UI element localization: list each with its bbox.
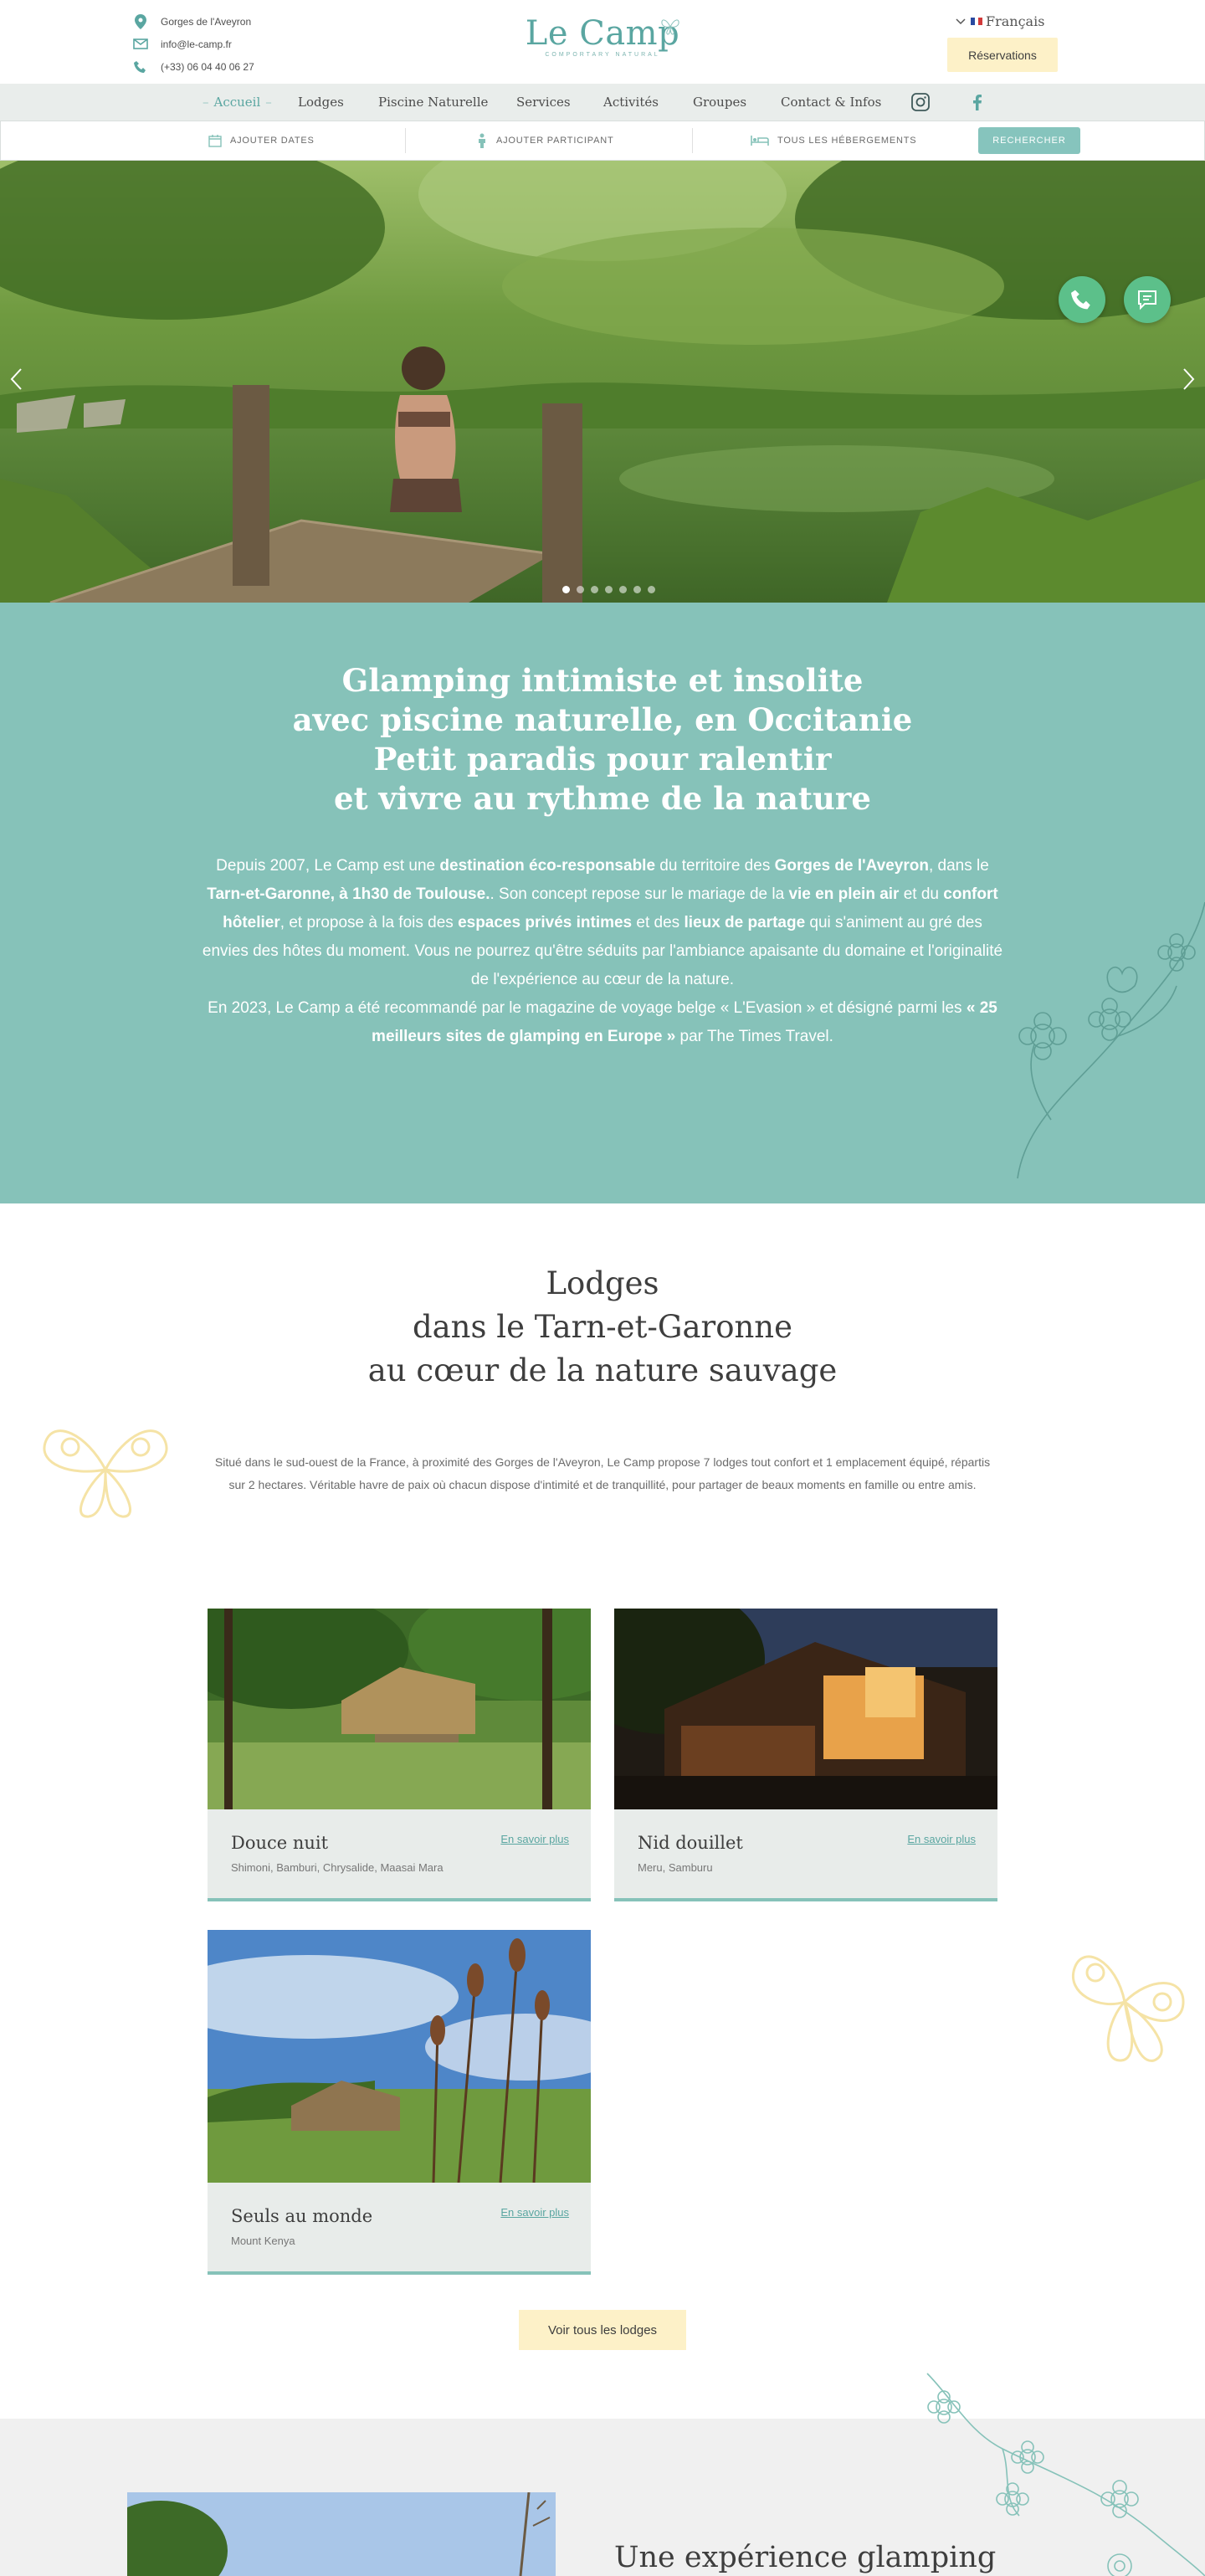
calendar-icon bbox=[208, 134, 222, 147]
logo-name: Le Camp bbox=[525, 14, 680, 53]
hero-slider bbox=[0, 161, 1205, 603]
map-pin-icon bbox=[132, 13, 149, 30]
lodge-card-title: Douce nuit bbox=[231, 1833, 329, 1853]
intro-title bbox=[184, 661, 1021, 818]
lodging-field[interactable] bbox=[751, 121, 916, 160]
floral-decoration-icon bbox=[1001, 869, 1205, 1187]
learn-more-link[interactable]: En savoir plus bbox=[907, 1833, 976, 1845]
contact-location bbox=[132, 10, 254, 33]
chat-button[interactable] bbox=[1124, 276, 1171, 323]
lodge-card-douce-nuit[interactable] bbox=[208, 1609, 591, 1901]
lodge-card-subtitle: Mount Kenya bbox=[231, 2235, 295, 2247]
instagram-icon[interactable] bbox=[910, 92, 931, 112]
chevron-left-icon bbox=[9, 367, 23, 391]
facebook-icon[interactable] bbox=[967, 92, 987, 112]
french-flag-icon bbox=[971, 18, 982, 25]
dates-field[interactable] bbox=[208, 121, 315, 160]
email-link[interactable]: info@le-camp.fr bbox=[161, 38, 232, 50]
experience-title: Une expérience glamping bbox=[614, 2541, 997, 2574]
logo-tagline: COMPORTARY NATURAL bbox=[545, 52, 660, 58]
lodges-title-line: au cœur de la nature sauvage bbox=[367, 1352, 838, 1388]
intro-paragraph: En 2023, Le Camp a été recommandé par le magazine de voyage belge « L'Evasion » et désigné parmi les « 25 meilleurs sites de glamping en Europe » par The Times Travel. bbox=[208, 999, 997, 1045]
butterfly-decoration-icon bbox=[37, 1418, 174, 1521]
nav-item-contact[interactable]: Contact & Infos bbox=[781, 95, 882, 110]
slider-dot[interactable] bbox=[605, 586, 613, 593]
slider-dot[interactable] bbox=[591, 586, 598, 593]
person-icon bbox=[476, 133, 488, 148]
booking-search-bar bbox=[0, 121, 1205, 161]
butterfly-decoration-icon bbox=[1058, 1943, 1192, 2069]
nav-item-groupes[interactable]: Groupes bbox=[693, 95, 747, 110]
lodge-image[interactable] bbox=[614, 1609, 997, 1809]
slider-dot[interactable] bbox=[562, 586, 570, 593]
learn-more-link[interactable]: En savoir plus bbox=[500, 1833, 569, 1845]
nav-item-activites[interactable]: Activités bbox=[603, 95, 659, 110]
phone-link[interactable]: (+33) 06 04 40 06 27 bbox=[161, 60, 254, 73]
slider-dot[interactable] bbox=[648, 586, 655, 593]
call-button[interactable] bbox=[1059, 276, 1105, 323]
contact-email[interactable] bbox=[132, 33, 254, 55]
intro-text bbox=[201, 852, 1004, 1051]
main-nav bbox=[0, 84, 1205, 121]
butterfly-logo-icon bbox=[659, 17, 681, 35]
slider-prev-button[interactable] bbox=[3, 358, 28, 400]
slider-dot[interactable] bbox=[619, 586, 627, 593]
intro-section bbox=[0, 603, 1205, 1203]
language-selector[interactable] bbox=[956, 13, 1044, 29]
slider-next-button[interactable] bbox=[1177, 358, 1202, 400]
lodge-card-subtitle: Meru, Samburu bbox=[638, 1861, 713, 1874]
slider-dots bbox=[562, 586, 662, 593]
lodge-image[interactable] bbox=[208, 1930, 591, 2183]
location-text: Gorges de l'Aveyron bbox=[161, 15, 252, 28]
contact-phone[interactable] bbox=[132, 55, 254, 78]
intro-title-line: et vivre au rythme de la nature bbox=[334, 780, 871, 817]
language-label: Français bbox=[986, 13, 1045, 29]
intro-title-line: avec piscine naturelle, en Occitanie bbox=[292, 701, 913, 738]
mail-icon bbox=[132, 36, 149, 53]
site-logo[interactable] bbox=[519, 15, 686, 58]
lodge-card-title: Seuls au monde bbox=[231, 2206, 373, 2226]
search-button[interactable]: RECHERCHER bbox=[978, 127, 1080, 154]
nav-item-services[interactable]: Services bbox=[516, 95, 571, 110]
lodges-description: Situé dans le sud-ouest de la France, à proximité des Gorges de l'Aveyron, Le Camp propose 7 lodges tout confort et 1 emplacement équipé, répartis sur 2 hectares. Véritable havre de paix où chacun dispose d'intimité et de tranquillité, pour partager de beaux moments en famille ou entre amis. bbox=[214, 1455, 991, 1491]
chat-icon bbox=[1136, 289, 1158, 310]
nav-item-lodges[interactable]: Lodges bbox=[298, 95, 344, 110]
lodge-card-subtitle: Shimoni, Bamburi, Chrysalide, Maasai Mara bbox=[231, 1861, 444, 1874]
lodging-label: TOUS LES HÉBERGEMENTS bbox=[777, 136, 917, 146]
lodge-card-nid-douillet[interactable] bbox=[614, 1609, 997, 1901]
nav-label: Accueil bbox=[213, 95, 261, 110]
intro-title-line: Petit paradis pour ralentir bbox=[373, 741, 832, 777]
nav-item-accueil[interactable]: – Accueil – bbox=[203, 95, 272, 110]
divider bbox=[405, 128, 406, 153]
bed-icon bbox=[751, 135, 769, 146]
lodge-card-seuls-au-monde[interactable] bbox=[208, 1930, 591, 2275]
phone-icon bbox=[1071, 289, 1093, 310]
chevron-right-icon bbox=[1182, 367, 1196, 391]
intro-paragraph: Depuis 2007, Le Camp est une destination éco-responsable du territoire des Gorges de l'Aveyron, dans le Tarn-et-Garonne, à 1h30 de Toulouse.. Son concept repose sur le mariage de la vie en plein air et du confort hôtelier, et propose à la fois des espaces privés intimes et des lieux de partage qui s'animent au gré des envies des hôtes du moment. Vous ne pourrez qu'être séduits par l'ambiance apaisante du domaine et l'originalité de l'expérience au cœur de la nature. bbox=[202, 857, 1003, 988]
lodges-title bbox=[268, 1262, 937, 1393]
lodges-title-line: Lodges bbox=[546, 1265, 659, 1301]
hero-image bbox=[0, 161, 1205, 603]
lodge-card-title: Nid douillet bbox=[638, 1833, 743, 1853]
learn-more-link[interactable]: En savoir plus bbox=[500, 2206, 569, 2219]
slider-dot[interactable] bbox=[633, 586, 641, 593]
participants-field[interactable] bbox=[476, 121, 614, 160]
divider bbox=[692, 128, 693, 153]
chevron-down-icon bbox=[956, 18, 966, 25]
experience-image bbox=[127, 2492, 556, 2576]
floral-decoration-icon bbox=[919, 2365, 1205, 2576]
reservations-button[interactable]: Réservations bbox=[947, 38, 1058, 72]
lodges-title-line: dans le Tarn-et-Garonne bbox=[412, 1309, 793, 1345]
slider-dot[interactable] bbox=[577, 586, 584, 593]
dates-label: AJOUTER DATES bbox=[230, 136, 315, 146]
view-all-lodges-button[interactable]: Voir tous les lodges bbox=[519, 2310, 686, 2350]
lodge-image[interactable] bbox=[208, 1609, 591, 1809]
participants-label: AJOUTER PARTICIPANT bbox=[496, 136, 614, 146]
contact-info bbox=[132, 10, 254, 78]
intro-title-line: Glamping intimiste et insolite bbox=[341, 662, 864, 699]
top-bar bbox=[0, 0, 1205, 84]
nav-item-piscine[interactable]: Piscine Naturelle bbox=[378, 95, 489, 110]
phone-icon bbox=[132, 59, 149, 75]
